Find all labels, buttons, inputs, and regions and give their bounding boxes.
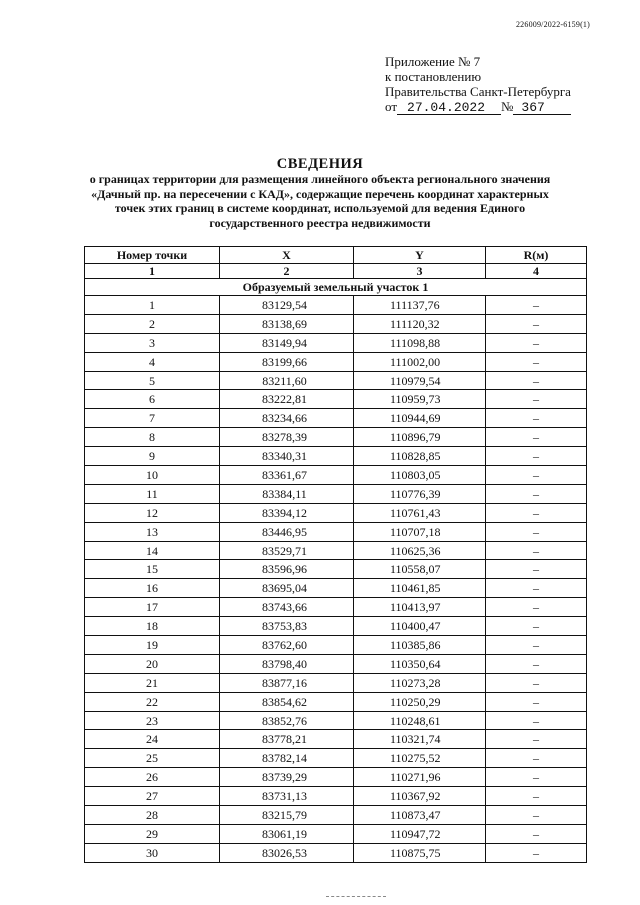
table-row <box>85 654 587 673</box>
radius-cell: – <box>486 484 587 503</box>
header-y: Y <box>354 247 486 264</box>
radius-cell: – <box>486 673 587 692</box>
point-number-cell: 12 <box>85 503 220 522</box>
coordinates-table <box>84 246 587 863</box>
point-number-cell: 13 <box>85 522 220 541</box>
appendix-resolution: к постановлению <box>385 69 482 84</box>
radius-cell: – <box>486 314 587 333</box>
x-coordinate-cell: 83215,79 <box>220 806 354 825</box>
y-coordinate-cell: 110828,85 <box>354 447 486 466</box>
radius-cell: – <box>486 333 587 352</box>
x-coordinate-cell: 83026,53 <box>220 843 354 862</box>
radius-cell: – <box>486 352 587 371</box>
y-coordinate-cell: 111120,32 <box>354 314 486 333</box>
radius-cell: – <box>486 711 587 730</box>
radius-cell: – <box>486 636 587 655</box>
y-coordinate-cell: 111002,00 <box>354 352 486 371</box>
point-number-cell: 22 <box>85 692 220 711</box>
table-row <box>85 428 587 447</box>
x-coordinate-cell: 83596,96 <box>220 560 354 579</box>
x-coordinate-cell: 83234,66 <box>220 409 354 428</box>
radius-cell: – <box>486 806 587 825</box>
table-row <box>85 617 587 636</box>
radius-cell: – <box>486 522 587 541</box>
table-row <box>85 749 587 768</box>
table-row <box>85 296 587 315</box>
radius-cell: – <box>486 692 587 711</box>
y-coordinate-cell: 110959,73 <box>354 390 486 409</box>
table-row <box>85 692 587 711</box>
point-number-cell: 26 <box>85 768 220 787</box>
point-number-cell: 27 <box>85 787 220 806</box>
radius-cell: – <box>486 654 587 673</box>
point-number-cell: 1 <box>85 296 220 315</box>
y-coordinate-cell: 110776,39 <box>354 484 486 503</box>
table-row <box>85 333 587 352</box>
radius-cell: – <box>486 824 587 843</box>
y-coordinate-cell: 110707,18 <box>354 522 486 541</box>
x-coordinate-cell: 83798,40 <box>220 654 354 673</box>
appendix-title: Приложение № 7 <box>385 54 481 69</box>
x-coordinate-cell: 83743,66 <box>220 598 354 617</box>
y-coordinate-cell: 111137,76 <box>354 296 486 315</box>
table-row <box>85 409 587 428</box>
radius-cell: – <box>486 541 587 560</box>
radius-cell: – <box>486 503 587 522</box>
y-coordinate-cell: 110250,29 <box>354 692 486 711</box>
table-row <box>85 768 587 787</box>
y-coordinate-cell: 110896,79 <box>354 428 486 447</box>
table-row <box>85 484 587 503</box>
point-number-cell: 7 <box>85 409 220 428</box>
table-row <box>85 843 587 862</box>
y-coordinate-cell: 110273,28 <box>354 673 486 692</box>
point-number-cell: 25 <box>85 749 220 768</box>
x-coordinate-cell: 83753,83 <box>220 617 354 636</box>
point-number-cell: 15 <box>85 560 220 579</box>
y-coordinate-cell: 110947,72 <box>354 824 486 843</box>
point-number-cell: 16 <box>85 579 220 598</box>
x-coordinate-cell: 83778,21 <box>220 730 354 749</box>
y-coordinate-cell: 110625,36 <box>354 541 486 560</box>
radius-cell: – <box>486 390 587 409</box>
point-number-cell: 2 <box>85 314 220 333</box>
point-number-cell: 5 <box>85 371 220 390</box>
point-number-cell: 29 <box>85 824 220 843</box>
radius-cell: – <box>486 447 587 466</box>
section-row <box>85 279 587 296</box>
x-coordinate-cell: 83852,76 <box>220 711 354 730</box>
point-number-cell: 6 <box>85 390 220 409</box>
x-coordinate-cell: 83529,71 <box>220 541 354 560</box>
table-row <box>85 806 587 825</box>
y-coordinate-cell: 110875,75 <box>354 843 486 862</box>
point-number-cell: 20 <box>85 654 220 673</box>
footer-mark <box>326 896 386 899</box>
point-number-cell: 10 <box>85 466 220 485</box>
table-row <box>85 371 587 390</box>
radius-cell: – <box>486 371 587 390</box>
table-row <box>85 673 587 692</box>
table-row <box>85 541 587 560</box>
point-number-cell: 3 <box>85 333 220 352</box>
x-coordinate-cell: 83199,66 <box>220 352 354 371</box>
y-coordinate-cell: 110979,54 <box>354 371 486 390</box>
y-coordinate-cell: 110558,07 <box>354 560 486 579</box>
appendix-number-label: № <box>501 99 514 114</box>
x-coordinate-cell: 83149,94 <box>220 333 354 352</box>
document-title: СВЕДЕНИЯ <box>276 156 364 172</box>
y-coordinate-cell: 110350,64 <box>354 654 486 673</box>
x-coordinate-cell: 83061,19 <box>220 824 354 843</box>
document-subtitle <box>60 172 580 230</box>
column-numbers-row <box>85 264 587 279</box>
x-coordinate-cell: 83211,60 <box>220 371 354 390</box>
x-coordinate-cell: 83695,04 <box>220 579 354 598</box>
x-coordinate-cell: 83854,62 <box>220 692 354 711</box>
radius-cell: – <box>486 843 587 862</box>
radius-cell: – <box>486 466 587 485</box>
appendix-date-number <box>385 99 571 115</box>
table-row <box>85 711 587 730</box>
radius-cell: – <box>486 579 587 598</box>
radius-cell: – <box>486 787 587 806</box>
table-row <box>85 522 587 541</box>
y-coordinate-cell: 110321,74 <box>354 730 486 749</box>
section-title: Образуемый земельный участок 1 <box>85 279 587 296</box>
column-number: 4 <box>486 264 587 279</box>
table-row <box>85 636 587 655</box>
subtitle-line-3: точек этих границ в системе координат, используемой для ведения Единого <box>114 201 526 215</box>
y-coordinate-cell: 110761,43 <box>354 503 486 522</box>
point-number-cell: 8 <box>85 428 220 447</box>
radius-cell: – <box>486 296 587 315</box>
radius-cell: – <box>486 749 587 768</box>
point-number-cell: 9 <box>85 447 220 466</box>
point-number-cell: 11 <box>85 484 220 503</box>
y-coordinate-cell: 111098,88 <box>354 333 486 352</box>
radius-cell: – <box>486 768 587 787</box>
table-row <box>85 503 587 522</box>
column-number: 1 <box>85 264 220 279</box>
table-row <box>85 730 587 749</box>
header-point-number: Номер точки <box>85 247 220 264</box>
x-coordinate-cell: 83731,13 <box>220 787 354 806</box>
table-row <box>85 352 587 371</box>
x-coordinate-cell: 83222,81 <box>220 390 354 409</box>
x-coordinate-cell: 83384,11 <box>220 484 354 503</box>
x-coordinate-cell: 83138,69 <box>220 314 354 333</box>
appendix-authority: Правительства Санкт-Петербурга <box>385 84 571 99</box>
subtitle-line-1: о границах территории для размещения линейного объекта регионального значения <box>89 172 551 186</box>
x-coordinate-cell: 83278,39 <box>220 428 354 447</box>
header-radius: R(м) <box>486 247 587 264</box>
radius-cell: – <box>486 730 587 749</box>
point-number-cell: 28 <box>85 806 220 825</box>
x-coordinate-cell: 83782,14 <box>220 749 354 768</box>
x-coordinate-cell: 83394,12 <box>220 503 354 522</box>
radius-cell: – <box>486 409 587 428</box>
y-coordinate-cell: 110944,69 <box>354 409 486 428</box>
point-number-cell: 18 <box>85 617 220 636</box>
radius-cell: – <box>486 617 587 636</box>
y-coordinate-cell: 110873,47 <box>354 806 486 825</box>
header-x: X <box>220 247 354 264</box>
point-number-cell: 19 <box>85 636 220 655</box>
document-number: 226009/2022-6159(1) <box>515 20 590 29</box>
table-row <box>85 598 587 617</box>
appendix-block <box>385 54 571 115</box>
y-coordinate-cell: 110461,85 <box>354 579 486 598</box>
y-coordinate-cell: 110803,05 <box>354 466 486 485</box>
subtitle-line-4: государственного реестра недвижимости <box>209 215 431 230</box>
table-row <box>85 447 587 466</box>
point-number-cell: 24 <box>85 730 220 749</box>
point-number-cell: 30 <box>85 843 220 862</box>
table-row <box>85 466 587 485</box>
x-coordinate-cell: 83877,16 <box>220 673 354 692</box>
y-coordinate-cell: 110248,61 <box>354 711 486 730</box>
x-coordinate-cell: 83762,60 <box>220 636 354 655</box>
x-coordinate-cell: 83739,29 <box>220 768 354 787</box>
appendix-from-label: от <box>385 99 398 114</box>
point-number-cell: 21 <box>85 673 220 692</box>
table-header-row <box>85 247 587 264</box>
radius-cell: – <box>486 428 587 447</box>
y-coordinate-cell: 110400,47 <box>354 617 486 636</box>
table-row <box>85 390 587 409</box>
radius-cell: – <box>486 560 587 579</box>
x-coordinate-cell: 83129,54 <box>220 296 354 315</box>
table-row <box>85 824 587 843</box>
table-row <box>85 560 587 579</box>
y-coordinate-cell: 110413,97 <box>354 598 486 617</box>
x-coordinate-cell: 83446,95 <box>220 522 354 541</box>
table-row <box>85 314 587 333</box>
y-coordinate-cell: 110385,86 <box>354 636 486 655</box>
x-coordinate-cell: 83361,67 <box>220 466 354 485</box>
subtitle-line-2: «Дачный пр. на пересечении с КАД», содержащие перечень координат характерных <box>91 186 549 201</box>
y-coordinate-cell: 110367,92 <box>354 787 486 806</box>
point-number-cell: 14 <box>85 541 220 560</box>
point-number-cell: 17 <box>85 598 220 617</box>
x-coordinate-cell: 83340,31 <box>220 447 354 466</box>
point-number-cell: 23 <box>85 711 220 730</box>
column-number: 2 <box>220 264 354 279</box>
table-row <box>85 579 587 598</box>
column-number: 3 <box>354 264 486 279</box>
radius-cell: – <box>486 598 587 617</box>
table-row <box>85 787 587 806</box>
y-coordinate-cell: 110271,96 <box>354 768 486 787</box>
appendix-date: 27.04.2022 <box>397 101 501 115</box>
y-coordinate-cell: 110275,52 <box>354 749 486 768</box>
appendix-number: 367 <box>513 101 571 115</box>
point-number-cell: 4 <box>85 352 220 371</box>
